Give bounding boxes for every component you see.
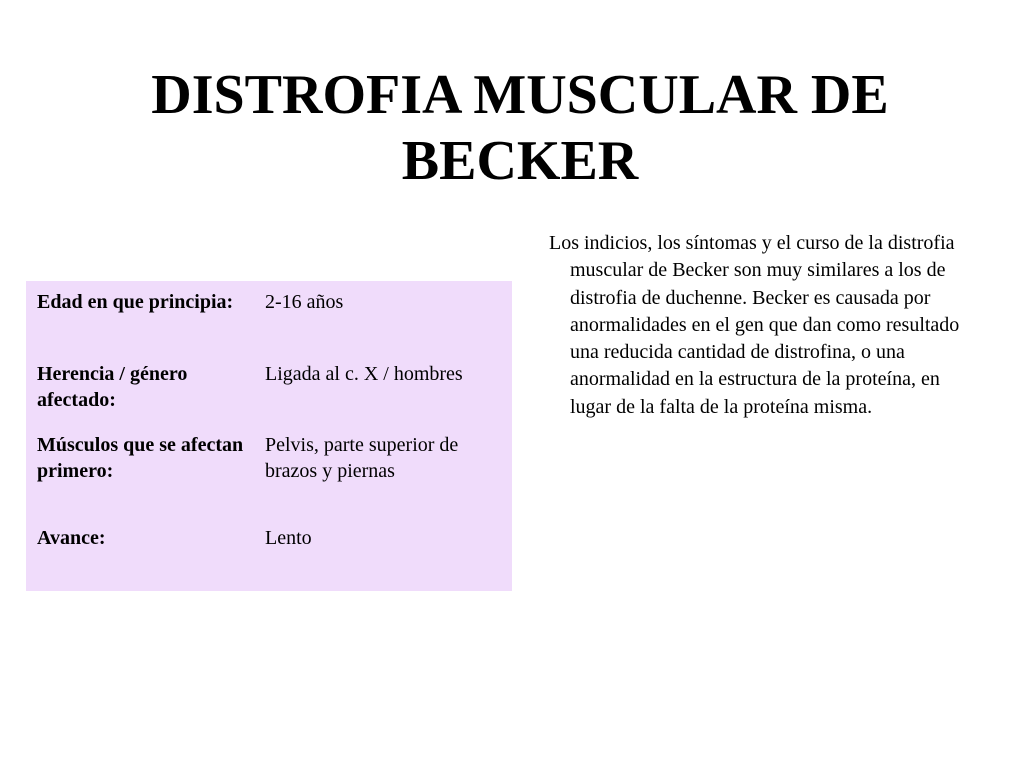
row-label: Avance: xyxy=(37,527,106,549)
slide-title xyxy=(60,62,980,194)
info-table xyxy=(26,281,512,591)
slide-title-line-2: BECKER xyxy=(401,130,639,192)
row-value: Lento xyxy=(265,527,312,549)
slide-title-line-1: DISTROFIA MUSCULAR DE xyxy=(151,64,889,126)
row-label: Herencia / género afectado: xyxy=(37,363,188,411)
row-label: Músculos que se afectan primero: xyxy=(37,434,244,482)
row-value: Pelvis, parte superior de brazos y piernas xyxy=(265,434,459,482)
row-value: 2-16 años xyxy=(265,291,344,313)
row-value: Ligada al c. X / hombres xyxy=(265,363,463,385)
row-label: Edad en que principia: xyxy=(37,291,234,313)
description-text: Los indicios, los síntomas y el curso de la distrofia muscular de Becker son muy similares a los de distrofia de duchenne. Becker es causada por anormalidades en el gen que dan como resultado una reducida cantidad de distrofina, o una anormalidad en la estructura de la proteína, en lugar de la falta de la proteína misma. xyxy=(549,232,960,418)
